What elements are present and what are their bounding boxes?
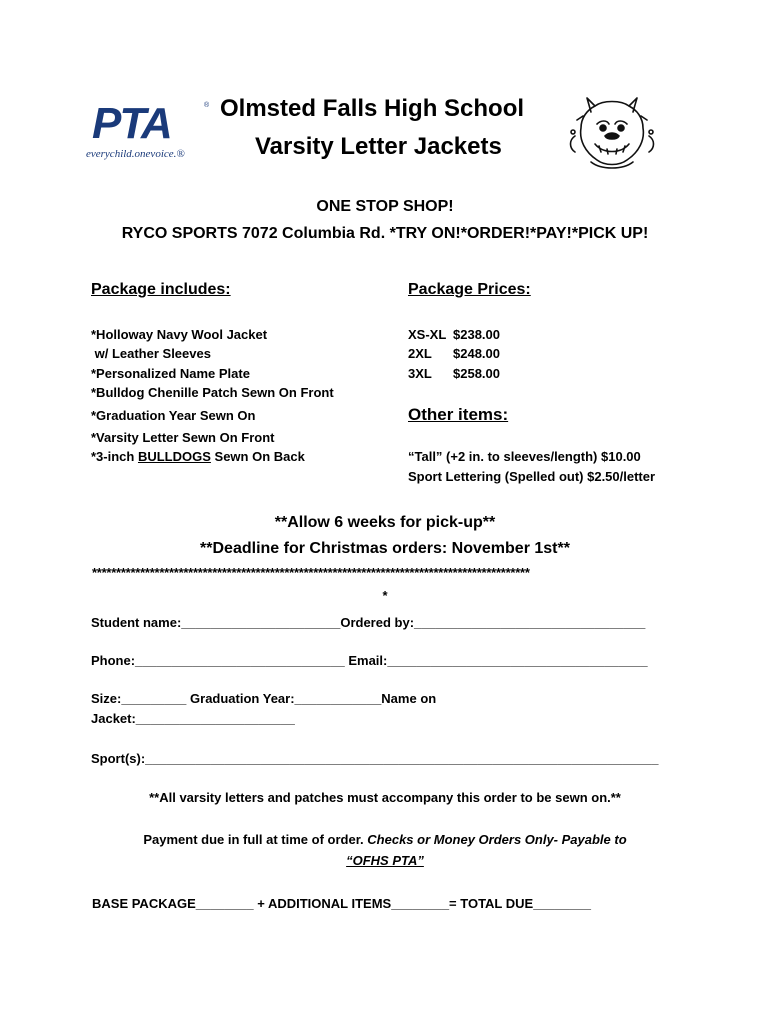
price-value: $258.00 bbox=[453, 366, 500, 381]
intro-line-2: RYCO SPORTS 7072 Columbia Rd. *TRY ON!*ORDER!*PAY!*PICK UP! bbox=[121, 225, 649, 242]
price-size: 3XL bbox=[408, 366, 432, 381]
price-value: $238.00 bbox=[453, 327, 500, 342]
size-graduation-field[interactable]: Size:_________ Graduation Year:____________Name on bbox=[91, 691, 437, 706]
deadline-notice: **Deadline for Christmas orders: November 1st** bbox=[200, 540, 570, 557]
student-name-field[interactable]: Student name:______________________Ordered by:________________________________ bbox=[91, 615, 646, 630]
allow-notice: **Allow 6 weeks for pick-up** bbox=[274, 514, 496, 531]
other-item: Sport Lettering (Spelled out) $2.50/letter bbox=[408, 469, 656, 484]
pta-logo-tagline: everychild.onevoice.® bbox=[86, 148, 185, 160]
price-size: XS-XL bbox=[408, 327, 447, 342]
pta-logo-registered: ® bbox=[204, 102, 210, 109]
title-line-1: Olmsted Falls High School bbox=[220, 95, 525, 122]
bulldog-mascot-icon bbox=[565, 96, 657, 172]
sports-field[interactable]: Sport(s):_______________________________________________________________________ bbox=[91, 751, 659, 766]
payee: “OFHS PTA” bbox=[346, 853, 424, 868]
payment-note bbox=[0, 832, 770, 847]
payment-italic: Checks or Money Orders Only- Payable to bbox=[367, 832, 627, 847]
price-size: 2XL bbox=[408, 346, 432, 361]
include-item-suffix: Sewn On Back bbox=[210, 449, 305, 464]
include-item: *Bulldog Chenille Patch Sewn On Front bbox=[91, 385, 334, 400]
totals-line[interactable]: BASE PACKAGE________ + ADDITIONAL ITEMS________= TOTAL DUE________ bbox=[92, 896, 592, 911]
include-item: *Holloway Navy Wool Jacket bbox=[91, 327, 268, 342]
include-item: *Graduation Year Sewn On bbox=[91, 408, 256, 423]
payment-prefix: Payment due in full at time of order. bbox=[143, 832, 368, 847]
include-item: *Personalized Name Plate bbox=[91, 366, 250, 381]
phone-email-field[interactable]: Phone:_____________________________ Email:____________________________________ bbox=[91, 653, 648, 668]
package-includes-heading: Package includes: bbox=[91, 281, 231, 298]
letters-note: **All varsity letters and patches must accompany this order to be sewn on.** bbox=[149, 790, 621, 805]
pta-logo-letters: PTA bbox=[92, 99, 171, 148]
include-item-emphasis: BULLDOGS bbox=[137, 449, 211, 464]
intro-line-1: ONE STOP SHOP! bbox=[316, 198, 454, 215]
include-item: w/ Leather Sleeves bbox=[91, 346, 211, 361]
include-item: *Varsity Letter Sewn On Front bbox=[91, 430, 275, 445]
jacket-name-field[interactable]: Jacket:______________________ bbox=[91, 711, 295, 726]
include-item-last bbox=[91, 449, 305, 464]
package-prices-heading: Package Prices: bbox=[408, 281, 531, 298]
include-item-prefix: *3-inch bbox=[91, 449, 138, 464]
star-divider-single: * bbox=[382, 588, 388, 603]
title-line-2: Varsity Letter Jackets bbox=[255, 133, 502, 160]
star-divider: ******************************************************************************************* bbox=[92, 565, 530, 580]
price-value: $248.00 bbox=[453, 346, 500, 361]
other-item: “Tall” (+2 in. to sleeves/length) $10.00 bbox=[408, 449, 641, 464]
pta-logo bbox=[86, 100, 216, 170]
other-items-heading: Other items: bbox=[408, 405, 509, 424]
